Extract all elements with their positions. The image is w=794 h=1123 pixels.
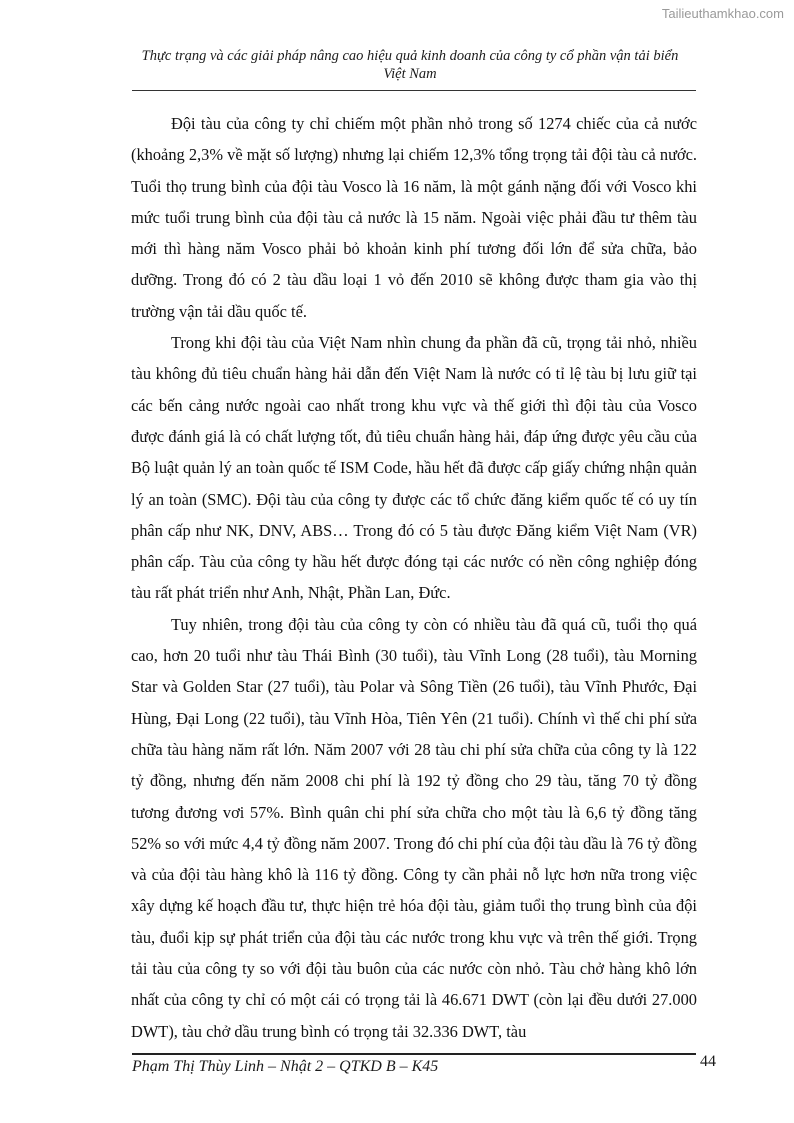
page-number: 44 <box>700 1053 716 1070</box>
paragraph: Trong khi đội tàu của Việt Nam nhìn chung đa phần đã cũ, trọng tải nhỏ, nhiều tàu không đủ tiêu chuẩn hàng hải dẫn đến Việt Nam là nước có tỉ lệ tàu bị lưu giữ tại các bến cảng nước ngoài cao nhất trong khu vực và thế giới thì đội tàu của Vosco được đánh giá là có chất lượng tốt, đủ tiêu chuẩn hàng hải, đáp ứng được yêu cầu của Bộ luật quản lý an toàn quốc tế ISM Code, hầu hết đã được cấp giấy chứng nhận quản lý an toàn (SMC). Đội tàu của công ty được các tổ chức đăng kiểm quốc tế có uy tín phân cấp như NK, DNV, ABS… Trong đó có 5 tàu được Đăng kiểm Việt Nam (VR) phân cấp. Tàu của công ty hầu hết được đóng tại các nước có nền công nghiệp đóng tàu rất phát triển như Anh, Nhật, Phần Lan, Đức. <box>131 333 697 603</box>
footer-divider <box>132 1053 696 1055</box>
page-header: Thực trạng và các giải pháp nâng cao hiệu quả kinh doanh của công ty cổ phần vận tải biển Việt Nam <box>141 48 679 82</box>
header-divider <box>132 90 696 91</box>
paragraph: Tuy nhiên, trong đội tàu của công ty còn có nhiều tàu đã quá cũ, tuổi thọ quá cao, hơn 20 tuổi như tàu Thái Bình (30 tuổi), tàu Vĩnh Long (28 tuổi), tàu Morning Star và Golden Star (27 tuổi), tàu Polar và Sông Tiền (26 tuổi), tàu Vĩnh Phước, Đại Hùng, Đại Long (22 tuổi), tàu Vĩnh Hòa, Tiên Yên (21 tuổi). Chính vì thế chi phí sửa chữa tàu hàng năm rất lớn. Năm 2007 với 28 tàu chi phí sửa chữa của công ty là 122 tỷ đồng, nhưng đến năm 2008 chi phí là 192 tỷ đồng cho 29 tàu, tăng 70 tỷ đồng tương đương vơi 57%. Bình quân chi phí sửa chữa cho một tàu là 6,6 tỷ đồng tăng 52% so với mức 4,4 tỷ đồng năm 2007. Trong đó chi phí của đội tàu dầu là 76 tỷ đồng và của đội tàu hàng khô là 116 tỷ đồng. Công ty cần phải nỗ lực hơn nữa trong việc xây dựng kế hoạch đầu tư, thực hiện trẻ hóa đội tàu, giảm tuổi thọ trung bình của đội tàu, đuổi kịp sự phát triển của đội tàu các nước trong khu vực và trên thế giới. Trọng tải tàu của công ty so với đội tàu buôn của các nước còn nhỏ. Tàu chở hàng khô lớn nhất của công ty chỉ có một cái có trọng tải là 46.671 DWT (còn lại đều dưới 27.000 DWT), tàu chở dầu trung bình có trọng tải 32.336 DWT, tàu <box>131 614 697 1041</box>
document-body <box>131 108 697 1047</box>
paragraph: Đội tàu của công ty chỉ chiếm một phần nhỏ trong số 1274 chiếc của cả nước (khoảng 2,3% về mặt số lượng) nhưng lại chiếm 12,3% tổng trọng tải đội tàu cả nước. Tuổi thọ trung bình của đội tàu Vosco là 16 năm, là một gánh nặng đối với Vosco khi mức tuổi trung bình của đội tàu cả nước là 15 năm. Ngoài việc phải đầu tư thêm tàu mới thì hàng năm Vosco phải bỏ khoản kinh phí tương đối lớn để sửa chữa, bảo dưỡng. Trong đó có 2 tàu dầu loại 1 vỏ đến 2010 sẽ không được tham gia vào thị trường vận tải dầu quốc tế. <box>131 114 697 321</box>
watermark: Tailieuthamkhao.com <box>661 6 784 21</box>
footer-author: Phạm Thị Thùy Linh – Nhật 2 – QTKD B – K45 <box>132 1058 439 1075</box>
